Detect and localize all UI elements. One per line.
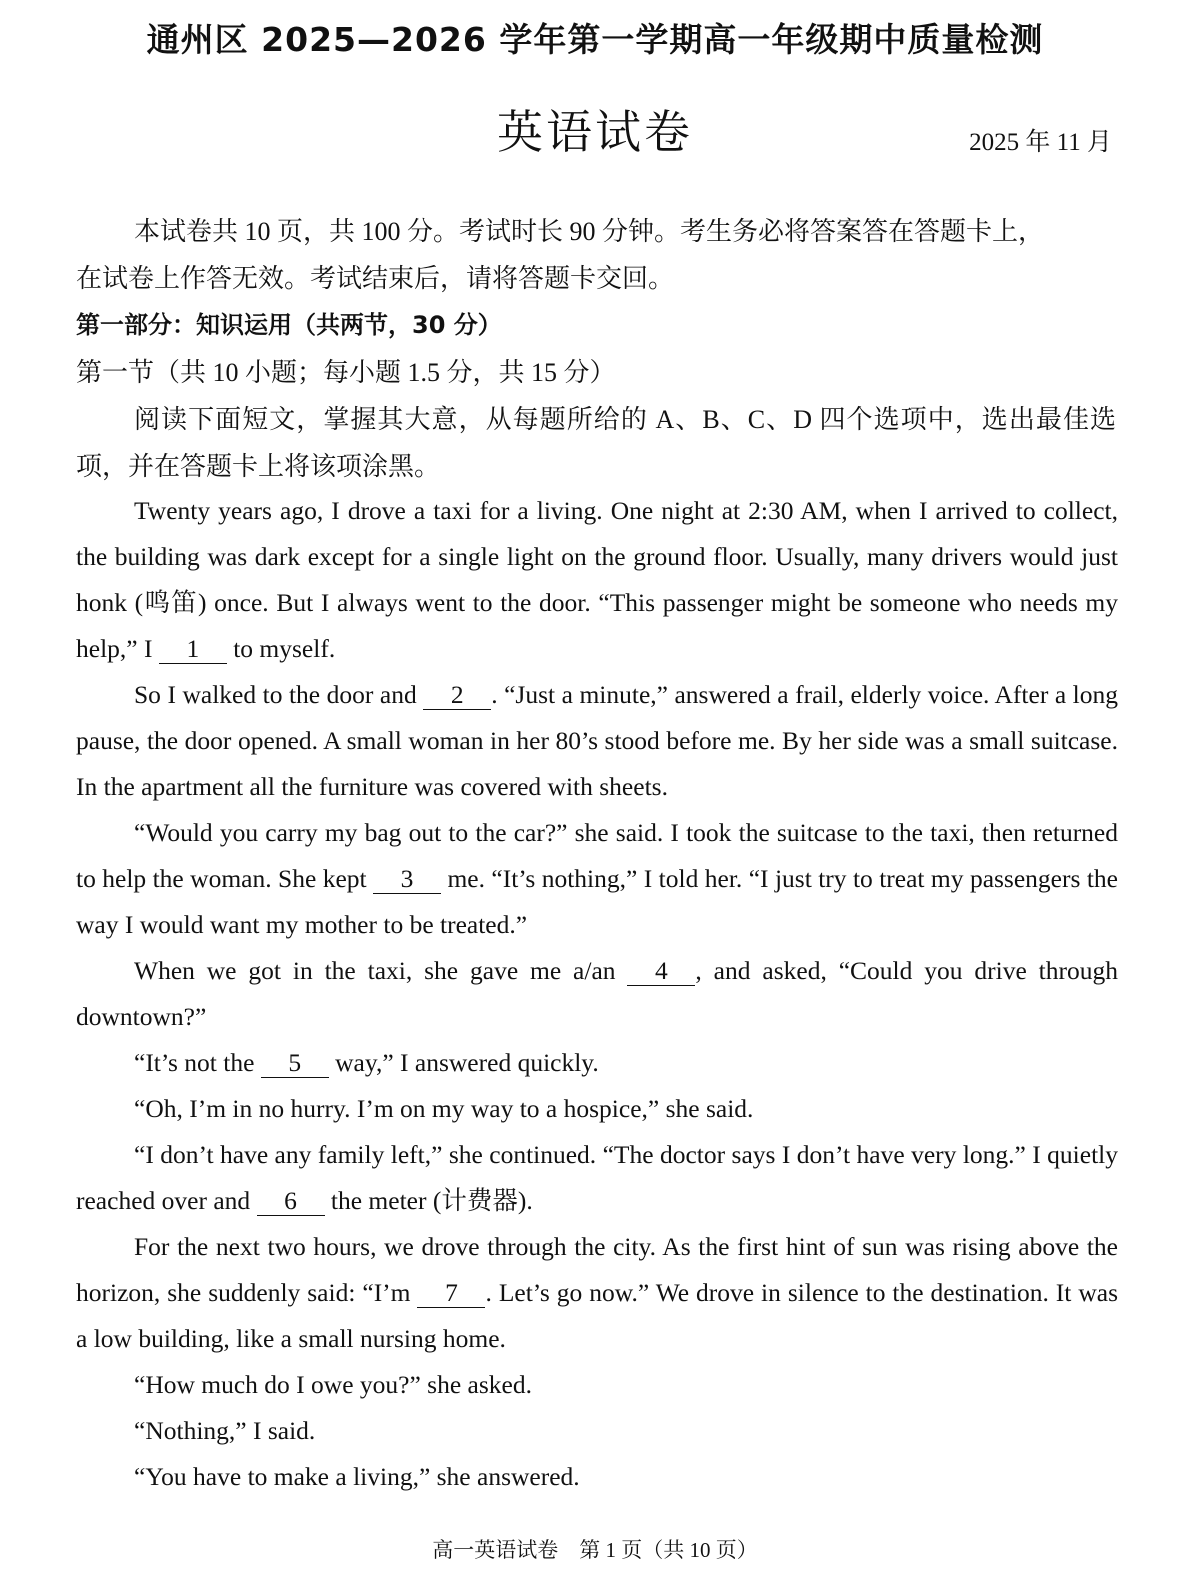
passage-text: “It’s not the	[134, 1048, 261, 1077]
blank-1: 1	[159, 635, 227, 664]
blank-2: 2	[423, 681, 491, 710]
instructions-line-2: 在试卷上作答无效。考试结束后，请将答题卡交回。	[76, 264, 675, 293]
passage-paragraph	[76, 1224, 1118, 1362]
passage-text: . “Just a minute,” answered a frail, elderly voice. After a long pause, the door opened. A small woman in her 80’s stood before me. By her side was a small suitcase. In the apartment all the furniture was covered with sheets.	[76, 680, 1118, 801]
passage-text: way,” I answered quickly.	[328, 1048, 599, 1077]
page-footer: 高一英语试卷 第 1 页（共 10 页）	[432, 1538, 758, 1562]
passage-text: “Would you carry my bag out to the car?” she said. I took the suitcase to the taxi, then returned to help the woman. She kept	[76, 818, 1118, 893]
part-heading: 第一部分：知识运用（共两节，30 分）	[76, 311, 502, 339]
passage-text: , and asked, “Could you drive through downtown?”	[76, 956, 1118, 1031]
blank-3: 3	[373, 865, 441, 894]
passage-paragraph	[76, 672, 1118, 810]
passage-text: the meter (计费器).	[324, 1186, 533, 1215]
reading-passage	[76, 488, 1118, 1500]
blank-5: 5	[261, 1049, 329, 1078]
passage-paragraph	[76, 948, 1118, 1040]
passage-paragraph	[76, 810, 1118, 948]
passage-text: me. “It’s nothing,” I told her. “I just try to treat my passengers the way I would want my mother to be treated.”	[76, 864, 1118, 939]
passage-paragraph	[76, 1040, 1118, 1086]
exam-title: 通州区 2025—2026 学年第一学期高一年级期中质量检测	[146, 20, 1044, 59]
section-heading: 第一节（共 10 小题；每小题 1.5 分，共 15 分）	[76, 358, 616, 387]
exam-subtitle: 英语试卷	[497, 107, 693, 158]
passage-paragraph: “Oh, I’m in no hurry. I’m on my way to a hospice,” she said.	[134, 1094, 754, 1123]
passage-paragraph	[76, 1132, 1118, 1224]
exam-date: 2025 年 11 月	[969, 129, 1112, 156]
instructions	[76, 208, 1116, 490]
passage-text: When we got in the taxi, she gave me a/an	[134, 956, 628, 985]
instructions-line-1: 本试卷共 10 页，共 100 分。考试时长 90 分钟。考生务必将答案答在答题卡上，	[134, 217, 1045, 246]
passage-text: For the next two hours, we drove through the city. As the first hint of sun was rising above the horizon, she suddenly said: “I’m	[76, 1232, 1118, 1307]
passage-paragraph: “Nothing,” I said.	[134, 1416, 316, 1445]
passage-text: Twenty years ago, I drove a taxi for a living. One night at 2:30 AM, when I arrived to collect, the building was dark except for a single light on the ground floor. Usually, many drivers would just honk (鸣笛) once. But I always went to the door. “This passenger might be someone who needs my help,” I	[76, 496, 1118, 663]
passage-text: to myself.	[226, 634, 336, 663]
blank-4: 4	[627, 957, 695, 986]
passage-text: So I walked to the door and	[134, 680, 424, 709]
blank-6: 6	[257, 1187, 325, 1216]
passage-text: “I don’t have any family left,” she continued. “The doctor says I don’t have very long.” I quietly reached over and	[76, 1140, 1118, 1215]
passage-paragraph	[76, 488, 1118, 672]
passage-text: . Let’s go now.” We drove in silence to the destination. It was a low building, like a small nursing home.	[76, 1278, 1118, 1353]
passage-paragraph: “You have to make a living,” she answered.	[134, 1462, 580, 1491]
directions: 阅读下面短文，掌握其大意，从每题所给的 A、B、C、D 四个选项中，选出最佳选项，并在答题卡上将该项涂黑。	[76, 405, 1116, 481]
blank-7: 7	[417, 1279, 485, 1308]
passage-paragraph: “How much do I owe you?” she asked.	[134, 1370, 532, 1399]
